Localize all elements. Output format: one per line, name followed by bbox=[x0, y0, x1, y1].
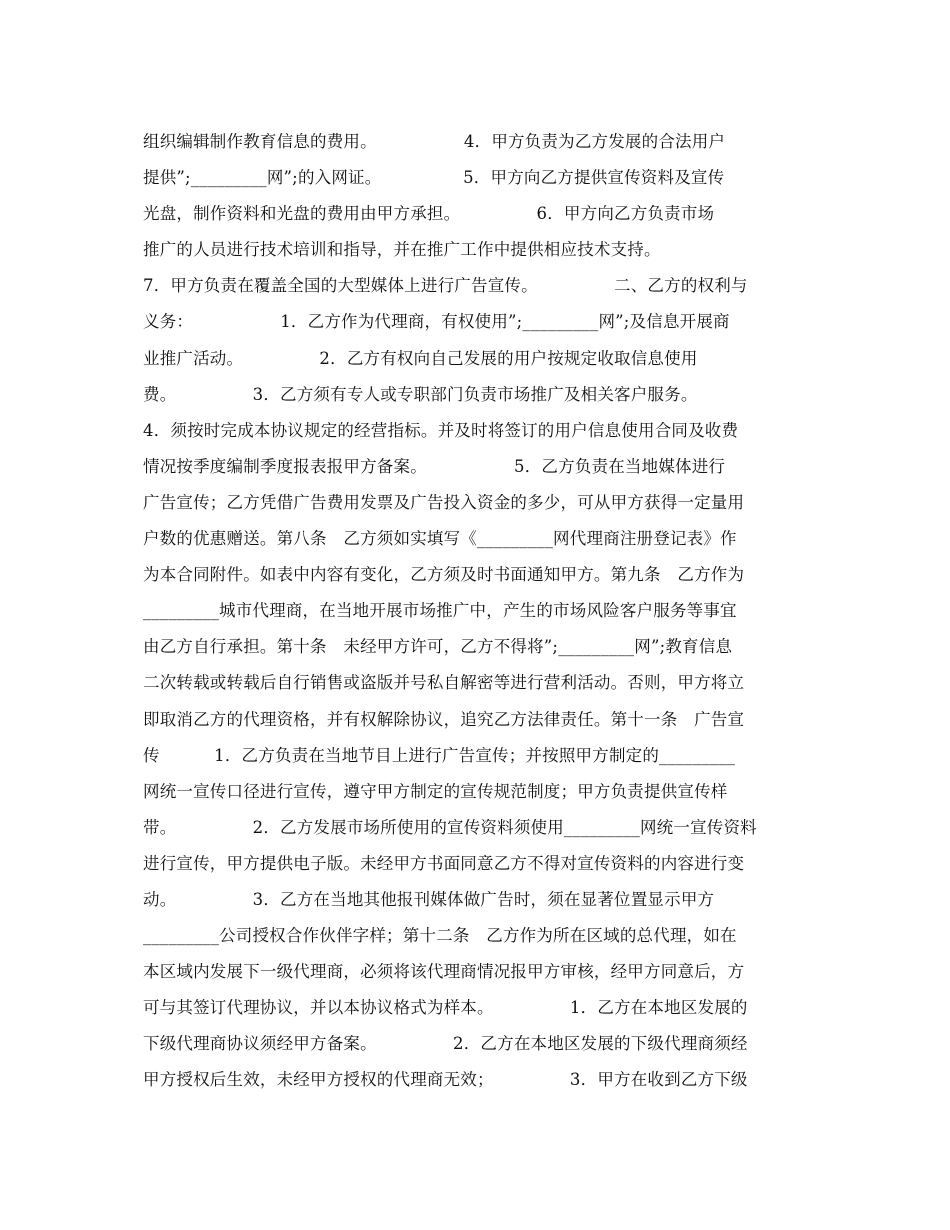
text-line: 本区域内发展下一级代理商，必须将该代理商情况报甲方审核，经甲方同意后，方 bbox=[143, 962, 745, 982]
text-line: 4．须按时完成本协议规定的经营指标。并及时将签订的用户信息使用合同及收费 bbox=[143, 420, 739, 440]
text-line: 网统一宣传口径进行宣传，遵守甲方制定的宣传规范制度；甲方负责提供宣传样 bbox=[143, 781, 728, 801]
text-line: 进行宣传，甲方提供电子版。未经甲方书面同意乙方不得对宣传资料的内容进行变 bbox=[143, 853, 745, 873]
text-line: 为本合同附件。如表中内容有变化，乙方须及时书面通知甲方。第九条 乙方作为 bbox=[143, 565, 745, 585]
text-line: _________城市代理商，在当地开展市场推广中，产生的市场风险客户服务等事宜 bbox=[143, 601, 737, 621]
text-line: 情况按季度编制季度报表报甲方备案。 5．乙方负责在当地媒体进行 bbox=[143, 456, 726, 476]
text-line: 推广的人员进行技术培训和指导，并在推广工作中提供相应技术支持。 bbox=[143, 240, 661, 260]
text-line: 户数的优惠赠送。第八条 乙方须如实填写《_________网代理商注册登记表》作 bbox=[143, 529, 737, 549]
text-line: 提供”;_________网”;的入网证。 5．甲方向乙方提供宣传资料及宣传 bbox=[143, 168, 725, 188]
text-line: 7．甲方负责在覆盖全国的大型媒体上进行广告宣传。 二、乙方的权利与 bbox=[143, 276, 748, 296]
text-line: 广告宣传；乙方凭借广告费用发票及广告投入资金的多少，可从甲方获得一定量用 bbox=[143, 492, 745, 512]
document-body bbox=[143, 124, 823, 1099]
text-line: 传 1．乙方负责在当地节目上进行广告宣传；并按照甲方制定的_________ bbox=[143, 745, 736, 765]
text-line: 带。 2．乙方发展市场所使用的宣传资料须使用_________网统一宣传资料 bbox=[143, 817, 757, 837]
text-line: 甲方授权后生效，未经甲方授权的代理商无效； 3．甲方在收到乙方下级 bbox=[143, 1070, 748, 1090]
text-line: 二次转载或转载后自行销售或盗版并号私自解密等进行营利活动。否则，甲方将立 bbox=[143, 673, 745, 693]
text-line: 即取消乙方的代理资格，并有权解除协议，追究乙方法律责任。第十一条 广告宣 bbox=[143, 709, 745, 729]
text-line: 光盘，制作资料和光盘的费用由甲方承担。 6．甲方向乙方负责市场 bbox=[143, 204, 715, 224]
text-line: _________公司授权合作伙伴字样；第十二条 乙方作为所在区域的总代理，如在 bbox=[143, 926, 737, 946]
text-line: 费。 3．乙方须有专人或专职部门负责市场推广及相关客户服务。 bbox=[143, 384, 698, 404]
text-line: 下级代理商协议须经甲方备案。 2．乙方在本地区发展的下级代理商须经 bbox=[143, 1034, 748, 1054]
text-line: 业推广活动。 2．乙方有权向自己发展的用户按规定收取信息使用 bbox=[143, 348, 698, 368]
text-line: 动。 3．乙方在当地其他报刊媒体做广告时，须在显著位置显示甲方 bbox=[143, 889, 715, 909]
text-line: 组织编辑制作教育信息的费用。 4．甲方负责为乙方发展的合法用户 bbox=[143, 132, 726, 151]
text-line: 由乙方自行承担。第十条 未经甲方许可，乙方不得将”;_________网”;教育信息 bbox=[143, 637, 733, 657]
text-line: 可与其签订代理协议，并以本协议格式为样本。 1．乙方在本地区发展的 bbox=[143, 998, 748, 1018]
text-line: 义务： 1．乙方作为代理商，有权使用”;_________网”;及信息开展商 bbox=[143, 312, 730, 332]
